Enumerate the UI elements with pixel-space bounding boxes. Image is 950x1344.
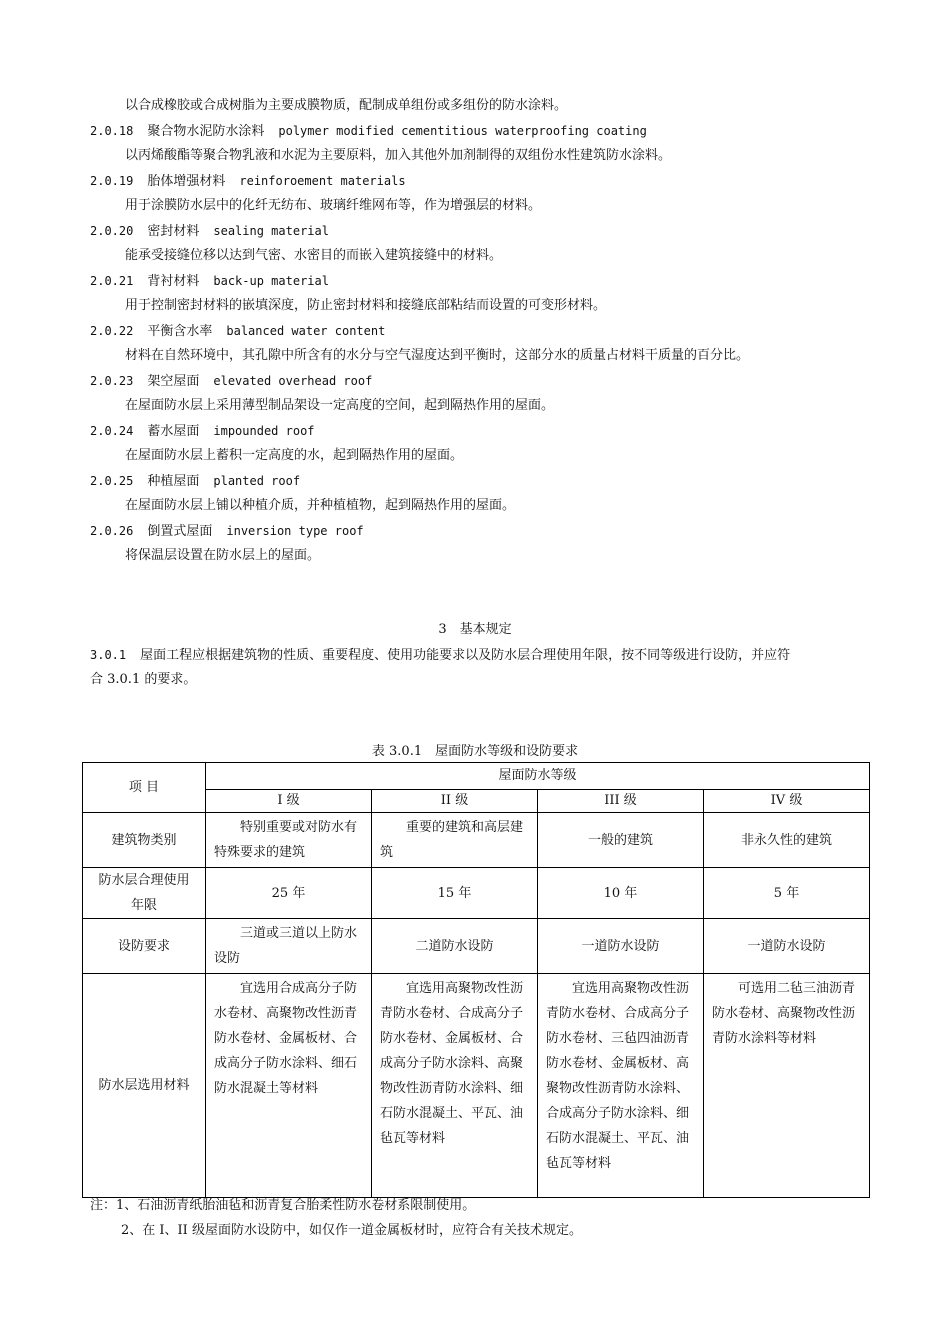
row-label: 防水层选用材料 bbox=[83, 974, 206, 1198]
term-number: 2.0.20 bbox=[90, 224, 134, 238]
term-english: reinforoement materials bbox=[239, 174, 406, 188]
definition-text: 在屋面防水层上采用薄型制品架设一定高度的空间，起到隔热作用的屋面。 bbox=[125, 398, 555, 413]
term-english: inversion type roof bbox=[226, 524, 364, 538]
table-row bbox=[83, 974, 870, 1198]
table-header-row bbox=[83, 763, 870, 790]
row-label: 防水层合理使用年限 bbox=[83, 868, 206, 919]
table-cell: 特别重要或对防水有特殊要求的建筑 bbox=[206, 813, 372, 868]
table-cell: 15 年 bbox=[372, 868, 538, 919]
protection-level-table bbox=[82, 762, 870, 1198]
term-english: polymer modified cementitious waterproofing coating bbox=[278, 124, 647, 138]
table-cell: 三道或三道以上防水设防 bbox=[206, 919, 372, 974]
term-english: impounded roof bbox=[213, 424, 315, 438]
table-cell: 一般的建筑 bbox=[538, 813, 704, 868]
item-header: 项 目 bbox=[83, 763, 206, 813]
clause-text bbox=[90, 647, 790, 664]
term-heading bbox=[90, 373, 372, 390]
term-number: 2.0.26 bbox=[90, 524, 134, 538]
term-heading bbox=[90, 423, 315, 440]
definition-text: 以丙烯酸酯等聚合物乳液和水泥为主要原料，加入其他外加剂制得的双组份水性建筑防水涂料。 bbox=[125, 148, 672, 163]
row-label: 设防要求 bbox=[83, 919, 206, 974]
table-row bbox=[83, 868, 870, 919]
clause-number: 3.0.1 bbox=[90, 648, 127, 662]
term-heading bbox=[90, 473, 300, 490]
definition-text: 在屋面防水层上蓄积一定高度的水，起到隔热作用的屋面。 bbox=[125, 448, 464, 463]
table-caption: 表 3.0.1 屋面防水等级和设防要求 bbox=[371, 744, 579, 759]
table-cell: 10 年 bbox=[538, 868, 704, 919]
term-heading bbox=[90, 223, 329, 240]
term-chinese: 蓄水屋面 bbox=[147, 424, 200, 439]
definition-text: 能承受接缝位移以达到气密、水密目的而嵌入建筑接缝中的材料。 bbox=[125, 248, 503, 263]
definition-text: 材料在自然环境中，其孔隙中所含有的水分与空气湿度达到平衡时，这部分水的质量占材料干质量的百分比。 bbox=[125, 348, 750, 363]
term-number: 2.0.25 bbox=[90, 474, 134, 488]
row-label: 建筑物类别 bbox=[83, 813, 206, 868]
term-english: balanced water content bbox=[226, 324, 386, 338]
term-heading bbox=[90, 123, 647, 140]
table-cell: 宜选用高聚物改性沥青防水卷材、合成高分子防水卷材、金属板材、合成高分子防水涂料、高聚物改性沥青防水涂料、细石防水混凝土、平瓦、油毡瓦等材料 bbox=[372, 974, 538, 1198]
table-cell: 一道防水设防 bbox=[538, 919, 704, 974]
table-cell: 可选用二毡三油沥青防水卷材、高聚物改性沥青防水涂料等材料 bbox=[704, 974, 870, 1198]
clause-line: 合 3.0.1 的要求。 bbox=[90, 672, 197, 687]
term-number: 2.0.22 bbox=[90, 324, 134, 338]
level-header: II 级 bbox=[372, 790, 538, 813]
section-title: 3 基本规定 bbox=[438, 622, 512, 637]
term-chinese: 种植屋面 bbox=[147, 474, 200, 489]
table-cell: 5 年 bbox=[704, 868, 870, 919]
table-cell: 宜选用高聚物改性沥青防水卷材、合成高分子防水卷材、三毡四油沥青防水卷材、金属板材、高聚物改性沥青防水涂料、合成高分子防水涂料、细石防水混凝土、平瓦、油毡瓦等材料 bbox=[538, 974, 704, 1198]
term-chinese: 架空屋面 bbox=[147, 374, 200, 389]
term-number: 2.0.18 bbox=[90, 124, 134, 138]
term-number: 2.0.19 bbox=[90, 174, 134, 188]
term-heading bbox=[90, 323, 385, 340]
term-chinese: 背衬材料 bbox=[147, 274, 200, 289]
table-cell: 25 年 bbox=[206, 868, 372, 919]
term-chinese: 胎体增强材料 bbox=[147, 174, 226, 189]
definition-text: 以合成橡胶或合成树脂为主要成膜物质，配制成单组份或多组份的防水涂料。 bbox=[125, 98, 568, 113]
table-note: 注：1、石油沥青纸胎油毡和沥青复合胎柔性防水卷材系限制使用。 bbox=[90, 1198, 476, 1213]
term-english: sealing material bbox=[213, 224, 329, 238]
term-chinese: 倒置式屋面 bbox=[147, 524, 213, 539]
group-header: 屋面防水等级 bbox=[206, 763, 870, 790]
definition-text: 用于涂膜防水层中的化纤无纺布、玻璃纤维网布等，作为增强层的材料。 bbox=[125, 198, 542, 213]
table-cell: 二道防水设防 bbox=[372, 919, 538, 974]
table-cell: 非永久性的建筑 bbox=[704, 813, 870, 868]
level-header: III 级 bbox=[538, 790, 704, 813]
definition-text: 在屋面防水层上铺以种植介质，并种植植物，起到隔热作用的屋面。 bbox=[125, 498, 516, 513]
term-chinese: 平衡含水率 bbox=[147, 324, 213, 339]
level-header: I 级 bbox=[206, 790, 372, 813]
table-row bbox=[83, 919, 870, 974]
clause-line: 屋面工程应根据建筑物的性质、重要程度、使用功能要求以及防水层合理使用年限，按不同等级进行设防，并应符 bbox=[140, 648, 791, 663]
term-english: elevated overhead roof bbox=[213, 374, 373, 388]
term-english: planted roof bbox=[213, 474, 301, 488]
term-chinese: 聚合物水泥防水涂料 bbox=[147, 124, 265, 139]
level-header: IV 级 bbox=[704, 790, 870, 813]
term-heading bbox=[90, 523, 364, 540]
term-heading bbox=[90, 273, 329, 290]
term-chinese: 密封材料 bbox=[147, 224, 200, 239]
table-note: 2、在 I、II 级屋面防水设防中，如仅作一道金属板材时，应符合有关技术规定。 bbox=[121, 1223, 582, 1238]
term-english: back-up material bbox=[213, 274, 329, 288]
definition-text: 将保温层设置在防水层上的屋面。 bbox=[125, 548, 321, 563]
term-number: 2.0.24 bbox=[90, 424, 134, 438]
definition-text: 用于控制密封材料的嵌填深度，防止密封材料和接缝底部粘结而设置的可变形材料。 bbox=[125, 298, 607, 313]
term-number: 2.0.21 bbox=[90, 274, 134, 288]
table-cell: 宜选用合成高分子防水卷材、高聚物改性沥青防水卷材、金属板材、合成高分子防水涂料、细石防水混凝土等材料 bbox=[206, 974, 372, 1198]
table-cell: 重要的建筑和高层建筑 bbox=[372, 813, 538, 868]
table-row bbox=[83, 813, 870, 868]
term-number: 2.0.23 bbox=[90, 374, 134, 388]
table-cell: 一道防水设防 bbox=[704, 919, 870, 974]
term-heading bbox=[90, 173, 406, 190]
